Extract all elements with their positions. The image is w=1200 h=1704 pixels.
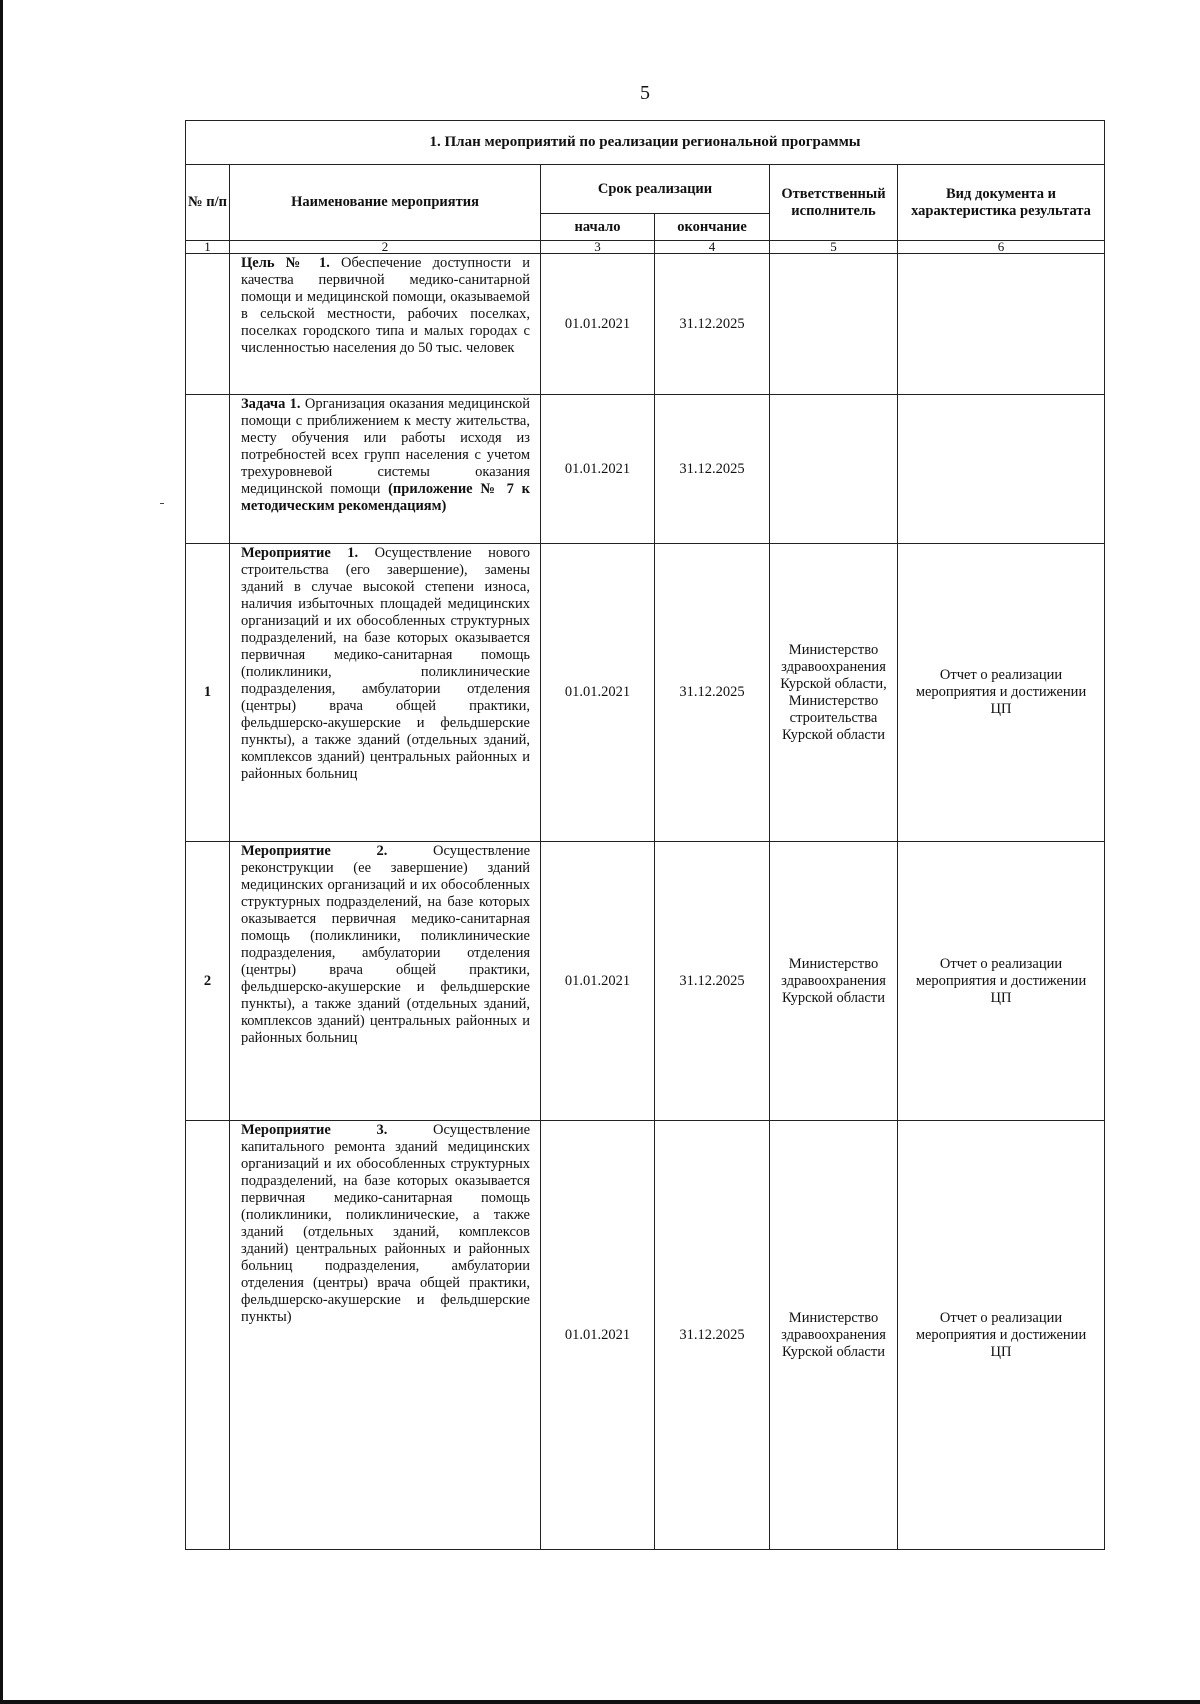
header-name: Наименование мероприятия [230,165,541,241]
row-label: Цель № 1. [241,255,330,272]
row-responsible [770,394,898,544]
row-result: Отчет о реализации мероприятия и достижении ЦП [898,1121,1105,1550]
column-number: 5 [770,241,898,254]
column-number: 1 [186,241,230,254]
row-end: 31.12.2025 [655,1121,770,1550]
header-row [186,165,1105,214]
row-text: Осуществление нового строительства (его завершение), замены зданий в случае высокой степени износа, наличия избыточных площадей медицинских организаций и их обособленных структурных подразделений, на базе которых оказывается первичная медико-санитарная помощь (поликлиники, поликлинические подразделения, амбулатории отделения (центры) врача общей практики, фельдшерско-акушерские и фельдшерские пункты), а также зданий (отдельных зданий, комплексов зданий) центральных районных и районных больниц [241,545,531,783]
header-result: Вид документа и характеристика результата [898,165,1105,241]
column-number: 4 [655,241,770,254]
row-start: 01.01.2021 [541,254,655,394]
row-result: Отчет о реализации мероприятия и достижении ЦП [898,544,1105,842]
header-start: начало [541,214,655,241]
row-start: 01.01.2021 [541,842,655,1121]
row-text: Организация оказания медицинской помощи с приближением к месту жительства, месту обучения или работы исходя из потребностей всех групп населения с учетом трехуровневой системы оказания медицинской помощи [241,395,530,497]
row-label: Задача 1. [241,395,301,412]
row-number [186,254,230,394]
row-end: 31.12.2025 [655,544,770,842]
row-responsible: Министерство здравоохранения Курской области [770,1121,898,1550]
table-row [186,544,1105,842]
table-row [186,254,1105,394]
row-name [230,394,541,544]
row-number: 1 [186,544,230,842]
row-name [230,254,541,394]
table-row [186,842,1105,1121]
row-result [898,394,1105,544]
table-title-row [186,121,1105,165]
row-label: Мероприятие 3. [241,1122,388,1139]
row-number [186,1121,230,1550]
table-title: 1. План мероприятий по реализации региональной программы [186,121,1105,165]
row-number [186,394,230,544]
row-start: 01.01.2021 [541,394,655,544]
row-responsible: Министерство здравоохранения Курской области, Министерство строительства Курской области [770,544,898,842]
header-end: окончание [655,214,770,241]
row-name [230,842,541,1121]
row-text: Осуществление реконструкции (ее завершение) зданий медицинских организаций и их обособленных структурных подразделений, на базе которых оказывается первичная медико-санитарная помощь (поликлиники, поликлинические подразделения, амбулатории отделения (центры) врача общей практики, фельдшерско-акушерские и фельдшерские пункты), а также зданий (отдельных зданий, комплексов зданий) центральных районных и районных больниц [241,843,531,1047]
row-end: 31.12.2025 [655,842,770,1121]
row-number: 2 [186,842,230,1121]
header-responsible: Ответственный исполнитель [770,165,898,241]
action-plan-table [185,120,1105,1550]
row-label: Мероприятие 2. [241,843,388,860]
row-result: Отчет о реализации мероприятия и достижении ЦП [898,842,1105,1121]
column-number: 3 [541,241,655,254]
row-name [230,544,541,842]
header-term: Срок реализации [541,165,770,214]
scan-bottom-edge [0,1700,1200,1704]
table-row [186,1121,1105,1550]
row-result [898,254,1105,394]
scan-stray-mark [160,503,164,504]
column-number: 6 [898,241,1105,254]
row-note: (приложение № 7 к методическим рекомендациям) [241,480,530,514]
row-name [230,1121,541,1550]
scan-left-edge [0,0,3,1704]
row-text: Осуществление капитального ремонта зданий медицинских организаций и их обособленных структурных подразделений, на базе которых оказывается первичная медико-санитарная помощь (поликлиники, поликлинические, а также зданий (отдельных зданий, комплексов зданий) центральных районных и районных больниц подразделения, амбулатории отделения (центры) врача общей практики, фельдшерско-акушерские и фельдшерские пункты) [241,1122,531,1326]
column-number-row [186,241,1105,254]
row-end: 31.12.2025 [655,394,770,544]
row-end: 31.12.2025 [655,254,770,394]
table-row [186,394,1105,544]
page-number: 5 [640,82,650,104]
row-start: 01.01.2021 [541,544,655,842]
row-responsible: Министерство здравоохранения Курской области [770,842,898,1121]
column-number: 2 [230,241,541,254]
row-text: Обеспечение доступности и качества первичной медико-санитарной помощи и медицинской помощи, оказываемой в сельской местности, рабочих поселках, поселках городского типа и малых городах с численностью населения до 50 тыс. человек [241,255,530,357]
row-start: 01.01.2021 [541,1121,655,1550]
row-label: Мероприятие 1. [241,545,359,562]
header-num: № п/п [186,165,230,241]
row-responsible [770,254,898,394]
